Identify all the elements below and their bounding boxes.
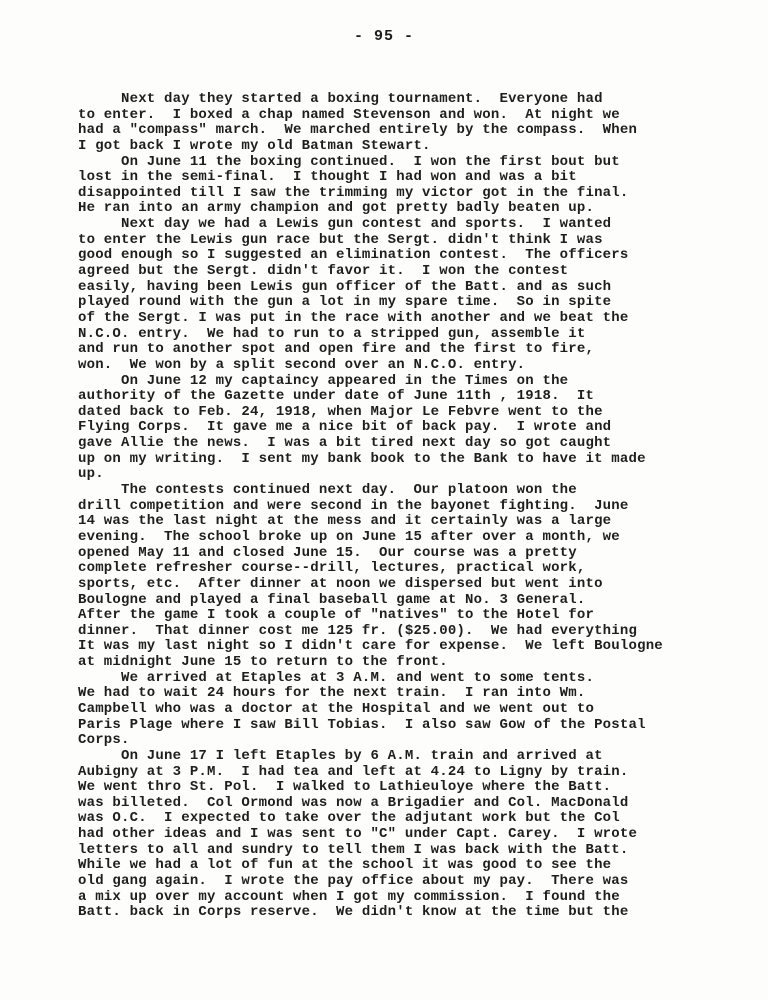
text-line: While we had a lot of fun at the school it was good to see the [78, 857, 612, 874]
text-line: up on my writing. I sent my bank book to the Bank to have it made [78, 450, 646, 467]
page-number: - 95 - [353, 28, 414, 45]
text-line: We had to wait 24 hours for the next train. I ran into Wm. [78, 685, 586, 702]
text-line: played round with the gun a lot in my spare time. So in spite [78, 294, 612, 311]
text-line: The contests continued next day. Our platoon won the [78, 482, 577, 499]
text-line: to enter. I boxed a chap named Stevenson and won. At night we [78, 106, 620, 123]
text-line: dinner. That dinner cost me 125 fr. ($25.00). We had everything [78, 622, 638, 639]
text-line: Next day they started a boxing tournament. Everyone had [78, 91, 603, 107]
text-line: 14 was the last night at the mess and it certainly was a large [78, 513, 612, 530]
text-line: had a "compass" march. We marched entirely by the compass. When [78, 122, 638, 139]
text-line: to enter the Lewis gun race but the Sergt. didn't think I was [78, 231, 603, 248]
text-line: Aubigny at 3 P.M. I had tea and left at 4.24 to Ligny by train. [78, 763, 629, 780]
text-line: gave Allie the news. I was a bit tired next day so got caught [78, 435, 612, 452]
text-line: good enough so I suggested an elimination contest. The officers [78, 247, 629, 264]
text-line: was billeted. Col Ormond was now a Brigadier and Col. MacDonald [78, 794, 629, 811]
text-line: easily, having been Lewis gun officer of the Batt. and as such [78, 278, 612, 295]
text-line: Boulogne and played a final baseball game at No. 3 General. [78, 591, 586, 608]
text-line: Flying Corps. It gave me a nice bit of back pay. I wrote and [78, 419, 612, 436]
typewritten-body [78, 92, 738, 921]
text-line: up. [78, 466, 104, 483]
text-line: drill competition and were second in the bayonet fighting. June [78, 497, 629, 514]
text-line: old gang again. I wrote the pay office about my pay. There was [78, 873, 629, 890]
text-line: was O.C. I expected to take over the adjutant work but the Col [78, 810, 620, 827]
text-line: Corps. [78, 732, 130, 749]
text-line: lost in the semi-final. I thought I had won and was a bit [78, 169, 577, 186]
text-line: disappointed till I saw the trimming my victor got in the final. [78, 184, 629, 201]
text-line: I got back I wrote my old Batman Stewart. [78, 137, 431, 154]
text-line: Next day we had a Lewis gun contest and sports. I wanted [78, 216, 612, 233]
text-line: He ran into an army champion and got pretty badly beaten up. [78, 200, 595, 217]
text-line: On June 12 my captaincy appeared in the Times on the [78, 372, 569, 389]
text-line: Paris Plage where I saw Bill Tobias. I also saw Gow of the Postal [78, 716, 646, 733]
text-line: On June 17 I left Etaples by 6 A.M. train and arrived at [78, 747, 603, 764]
text-line: dated back to Feb. 24, 1918, when Major Le Febvre went to the [78, 403, 603, 420]
text-line: complete refresher course--drill, lectures, practical work, [78, 560, 586, 577]
text-line: We arrived at Etaples at 3 A.M. and went to some tents. [78, 669, 595, 686]
text-line: On June 11 the boxing continued. I won the first bout but [78, 153, 620, 170]
text-line: letters to all and sundry to tell them I was back with the Batt. [78, 841, 629, 858]
text-line: We went thro St. Pol. I walked to Lathieuloye where the Batt. [78, 779, 612, 796]
text-line: won. We won by a split second over an N.C.O. entry. [78, 356, 526, 373]
text-line: N.C.O. entry. We had to run to a stripped gun, assemble it [78, 325, 586, 342]
text-line: After the game I took a couple of "natives" to the Hotel for [78, 607, 595, 624]
text-line: Batt. back in Corps reserve. We didn't know at the time but the [78, 904, 629, 921]
text-line: at midnight June 15 to return to the front. [78, 654, 448, 671]
text-line: agreed but the Sergt. didn't favor it. I won the contest [78, 263, 569, 280]
text-line: sports, etc. After dinner at noon we dispersed but went into [78, 575, 603, 592]
text-line: and run to another spot and open fire and the first to fire, [78, 341, 595, 358]
text-line: evening. The school broke up on June 15 after over a month, we [78, 528, 620, 545]
text-line: It was my last night so I didn't care for expense. We left Boulogne [78, 638, 663, 655]
text-line: had other ideas and I was sent to "C" under Capt. Carey. I wrote [78, 826, 638, 843]
text-line: a mix up over my account when I got my commission. I found the [78, 888, 620, 905]
text-line: of the Sergt. I was put in the race with another and we beat the [78, 309, 629, 326]
text-line: opened May 11 and closed June 15. Our course was a pretty [78, 544, 577, 561]
text-line: Campbell who was a doctor at the Hospital and we went out to [78, 700, 595, 717]
text-line: authority of the Gazette under date of June 11th , 1918. It [78, 388, 595, 405]
